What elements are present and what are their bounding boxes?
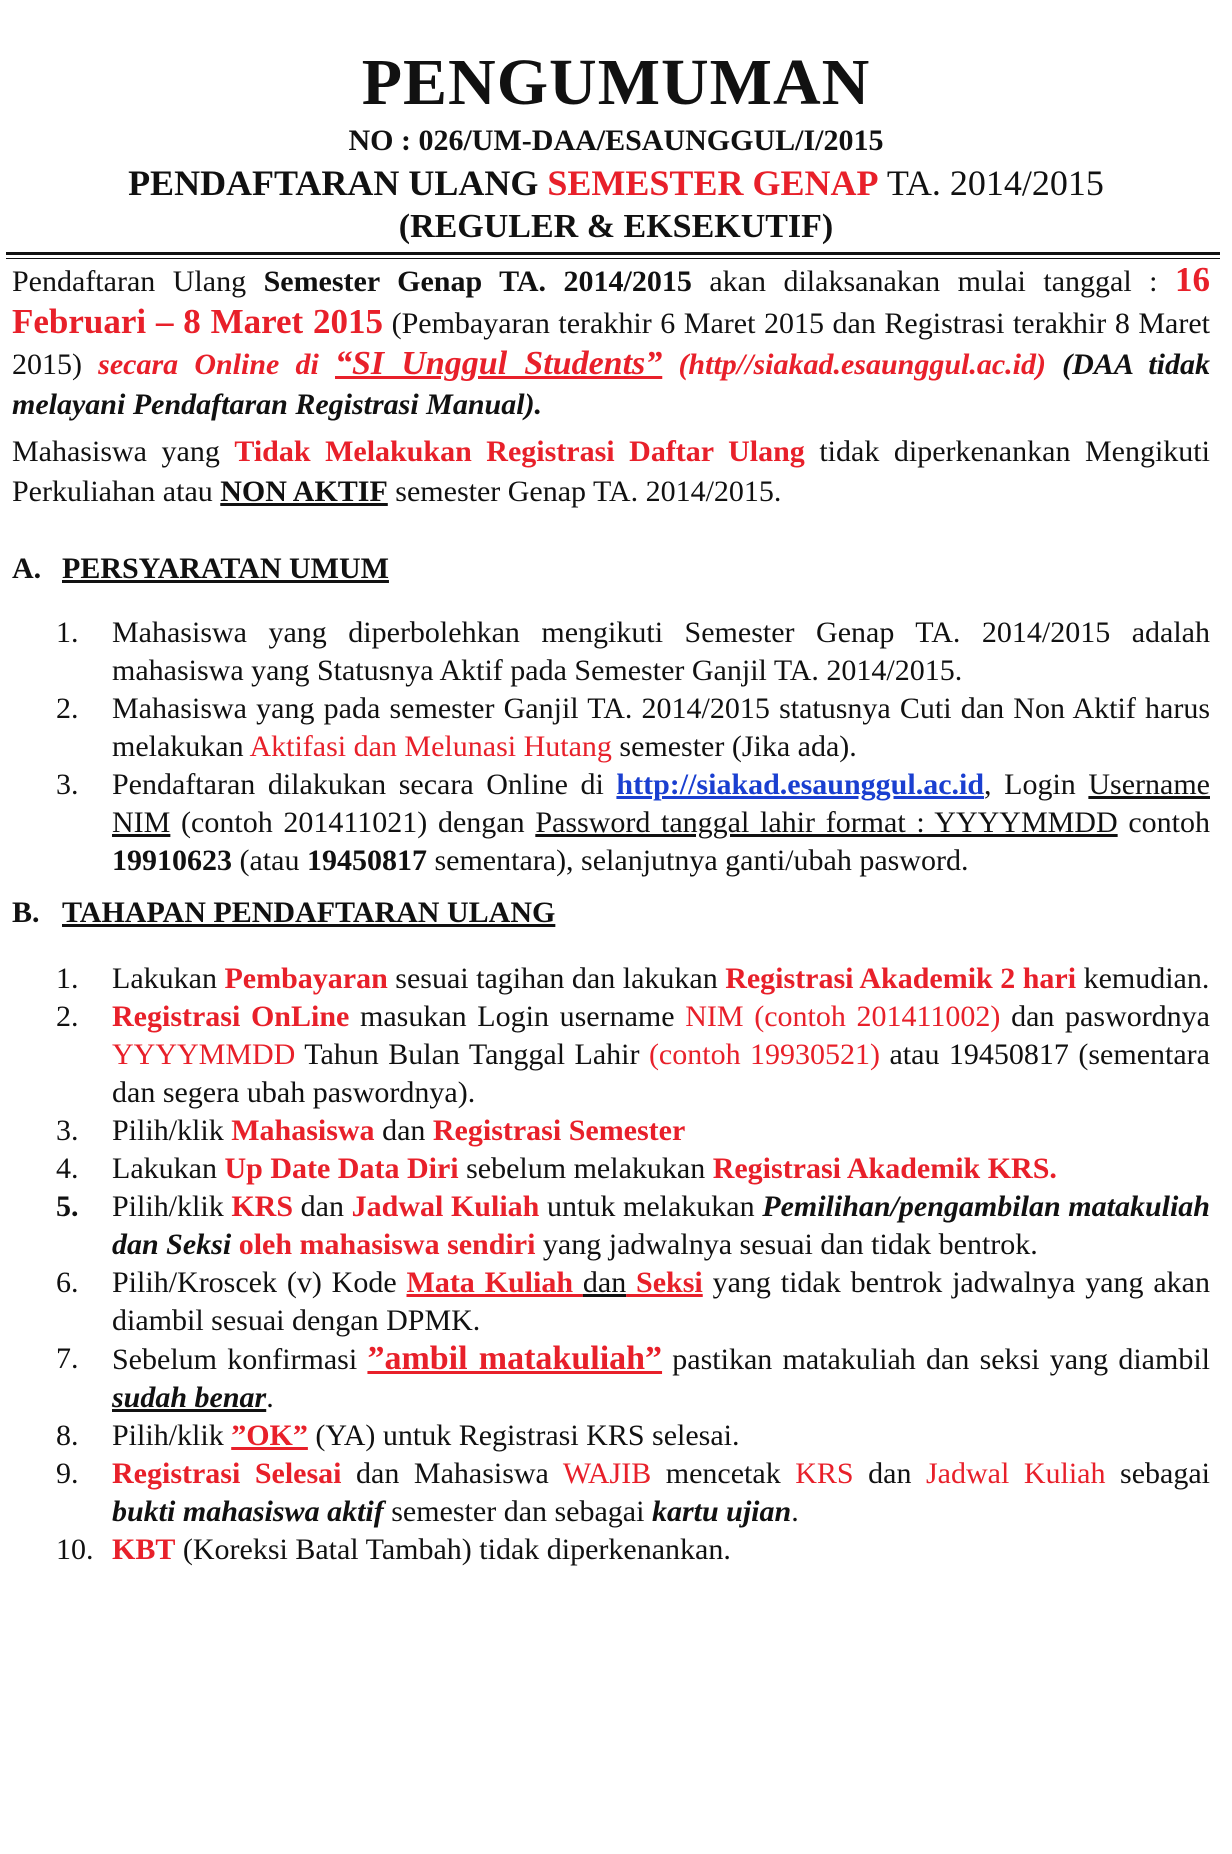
announcement-program: (REGULER & EKSEKUTIF) — [398, 208, 834, 245]
item-text: (Koreksi Batal Tambah) tidak diperkenankan. — [175, 1533, 731, 1566]
item-highlight: Mahasiswa — [231, 1114, 375, 1147]
item-text: Pilih/klik — [112, 1190, 232, 1223]
list-item — [0, 614, 1210, 690]
item-number: 2. — [56, 692, 79, 725]
item-text: , Login — [984, 768, 1089, 801]
warning-text: semester Genap TA. 2014/2015. — [387, 475, 782, 508]
item-highlight: Registrasi Semester — [432, 1114, 686, 1147]
list-item — [0, 998, 1210, 1112]
item-text: semester dan sebagai — [383, 1495, 652, 1528]
item-text: Lakukan — [112, 1152, 225, 1185]
item-text: semester (Jika ada). — [611, 730, 857, 763]
item-text: pastikan matakuliah dan seksi yang diambil — [662, 1343, 1210, 1376]
item-number: 9. — [56, 1457, 79, 1490]
item-text: (contoh 201411021) dengan — [170, 806, 536, 839]
section-a-list — [0, 614, 1210, 880]
item-emphasis: Pemilihan/pengambilan matakuliah dan Seksi — [112, 1190, 1210, 1261]
list-item — [0, 690, 1210, 766]
item-text: Sebelum konfirmasi — [112, 1343, 368, 1376]
warning-paragraph — [12, 432, 1210, 512]
item-text: . — [266, 1381, 274, 1414]
intro-text: Pendaftaran Ulang — [12, 265, 264, 298]
non-aktif-label: NON AKTIF — [220, 475, 388, 508]
item-highlight: KRS — [231, 1190, 294, 1223]
list-item — [0, 1264, 1210, 1340]
item-text: dan — [374, 1114, 433, 1147]
item-text: dan paswordnya — [1000, 1000, 1211, 1033]
item-emphasis: kartu ujian — [651, 1495, 792, 1528]
announcement-subtitle — [0, 162, 1232, 204]
item-highlight: oleh mahasiswa sendiri — [231, 1228, 536, 1261]
item-text: (YA) untuk Registrasi KRS selesai. — [307, 1419, 740, 1452]
item-highlight: WAJIB — [562, 1457, 652, 1490]
item-text: masukan Login username — [349, 1000, 686, 1033]
warning-highlight: Tidak Melakukan Registrasi Daftar Ulang — [234, 435, 805, 468]
username-hint: Username NIM — [112, 768, 1210, 839]
item-number: 1. — [56, 962, 79, 995]
siakad-url-text: (http//siakad.esaunggul.ac.id) — [678, 348, 1046, 381]
siakad-link[interactable]: http://siakad.esaunggul.ac.id — [616, 768, 985, 801]
item-highlight: Jadwal Kuliah — [925, 1457, 1106, 1490]
item-text: mencetak — [651, 1457, 796, 1490]
item-text: Mahasiswa yang pada semester Ganjil TA. 2014/2015 statusnya Cuti dan Non Aktif harus melakukan — [112, 692, 1210, 763]
header-divider-thin — [6, 258, 1220, 259]
list-item — [0, 1417, 1210, 1455]
item-text: (atau — [232, 844, 307, 877]
item-highlight: Seksi — [626, 1266, 703, 1299]
intro-text: akan dilaksanakan mulai tanggal : — [691, 265, 1175, 298]
item-text: sebagai — [1105, 1457, 1210, 1490]
subtitle-year: TA. 2014/2015 — [878, 163, 1104, 203]
item-text: Tahun Bulan Tanggal Lahir — [295, 1038, 649, 1071]
item-text: yang tidak bentrok jadwalnya yang akan diambil sesuai dengan DPMK. — [112, 1266, 1210, 1337]
intro-note: (DAA tidak melayani Pendaftaran Registrasi Manual). — [12, 348, 1211, 421]
item-text: . — [791, 1495, 799, 1528]
announcement-number: NO : 026/UM-DAA/ESAUNGGUL/I/2015 — [348, 124, 884, 157]
item-text: Lakukan — [112, 962, 225, 995]
item-text: untuk melakukan — [539, 1190, 763, 1223]
header-divider-thick — [6, 252, 1220, 255]
list-item — [0, 1188, 1210, 1264]
item-text: dan — [293, 1190, 352, 1223]
item-number: 7. — [56, 1342, 79, 1375]
intro-semester: Semester Genap TA. 2014/2015 — [263, 265, 692, 298]
section-b-heading — [12, 896, 555, 930]
item-text: dan Mahasiswa — [341, 1457, 563, 1490]
item-number: 6. — [56, 1266, 79, 1299]
item-highlight: Pembayaran — [224, 962, 388, 995]
item-number: 3. — [56, 1114, 79, 1147]
registration-date-range: 16 Februari – 8 Maret 2015 — [12, 260, 1210, 341]
list-item — [0, 1150, 1210, 1188]
list-item — [0, 960, 1210, 998]
list-item — [0, 766, 1210, 880]
item-text: Mahasiswa yang diperbolehkan mengikuti Semester Genap TA. 2014/2015 adalah mahasiswa yang Statusnya Aktif pada Semester Ganjil TA. 2014/2015. — [112, 616, 1210, 687]
item-text: atau 19450817 (sementara dan segera ubah paswordnya). — [112, 1038, 1210, 1109]
si-unggul-students: “SI Unggul Students” — [335, 345, 663, 382]
item-number: 8. — [56, 1419, 79, 1452]
section-title: TAHAPAN PENDAFTARAN ULANG — [62, 896, 556, 929]
item-number: 2. — [56, 1000, 79, 1033]
page-title: PENGUMUMAN — [361, 46, 871, 119]
item-highlight: NIM (contoh 201411002) — [685, 1000, 1001, 1033]
item-text: dan — [853, 1457, 926, 1490]
item-highlight: ”OK” — [231, 1419, 308, 1452]
list-item — [0, 1340, 1210, 1417]
item-text: dan — [582, 1266, 627, 1299]
warning-text: tidak diperkenankan Mengikuti Perkuliahan atau — [12, 435, 1210, 508]
example-date: 19910623 — [112, 844, 232, 877]
item-highlight: Jadwal Kuliah — [351, 1190, 540, 1223]
section-a-heading — [12, 552, 389, 586]
item-text: Pendaftaran dilakukan secara Online di — [112, 768, 617, 801]
item-highlight: Mata Kuliah — [406, 1266, 583, 1299]
item-highlight: KBT — [112, 1533, 176, 1566]
item-highlight: (contoh 19930521) — [648, 1038, 881, 1071]
item-number: 4. — [56, 1152, 79, 1185]
intro-online: secara Online di — [98, 348, 336, 381]
item-highlight: ”ambil matakuliah” — [367, 1340, 663, 1377]
item-highlight: Registrasi OnLine — [112, 1000, 350, 1033]
intro-paragraph — [12, 260, 1210, 425]
item-text: kemudian. — [1076, 962, 1210, 995]
section-b-list — [0, 960, 1210, 1569]
item-text: Pilih/klik — [112, 1419, 232, 1452]
item-number: 10. — [56, 1533, 94, 1566]
item-text: Pilih/Kroscek (v) Kode — [112, 1266, 407, 1299]
subtitle-highlight: SEMESTER GENAP — [547, 163, 879, 203]
item-highlight: Up Date Data Diri — [224, 1152, 459, 1185]
item-number: 1. — [56, 616, 79, 649]
item-number: 5. — [56, 1190, 79, 1223]
item-emphasis: bukti mahasiswa aktif — [112, 1495, 384, 1528]
list-item — [0, 1112, 1210, 1150]
section-title: PERSYARATAN UMUM — [62, 552, 389, 585]
section-label: B. — [12, 896, 40, 929]
section-label: A. — [12, 552, 42, 585]
item-text: contoh — [1117, 806, 1210, 839]
item-text: sebelum melakukan — [458, 1152, 713, 1185]
item-highlight: Registrasi Akademik KRS. — [712, 1152, 1057, 1185]
item-text: sesuai tagihan dan lakukan — [387, 962, 726, 995]
item-highlight: KRS — [795, 1457, 854, 1490]
item-text: yang jadwalnya sesuai dan tidak bentrok. — [535, 1228, 1038, 1261]
item-emphasis: sudah benar — [112, 1381, 267, 1414]
list-item — [0, 1531, 1210, 1569]
item-number: 3. — [56, 768, 79, 801]
item-text: Pilih/klik — [112, 1114, 232, 1147]
list-item — [0, 1455, 1210, 1531]
item-highlight: Registrasi Selesai — [112, 1457, 342, 1490]
item-highlight: Registrasi Akademik 2 hari — [725, 962, 1077, 995]
password-hint: Password tanggal lahir format : YYYYMMDD — [535, 806, 1118, 839]
temporary-password: 19450817 — [306, 844, 427, 877]
warning-text: Mahasiswa yang — [12, 435, 235, 468]
item-highlight: Aktifasi dan Melunasi Hutang — [249, 730, 612, 763]
item-highlight: YYYYMMDD — [112, 1038, 296, 1071]
subtitle-text: PENDAFTARAN ULANG — [128, 163, 548, 203]
intro-text: (Pembayaran terakhir 6 Maret 2015 dan Registrasi terakhir 8 Maret 2015) — [12, 307, 1211, 381]
item-text: sementara), selanjutnya ganti/ubah pasword. — [426, 844, 969, 877]
